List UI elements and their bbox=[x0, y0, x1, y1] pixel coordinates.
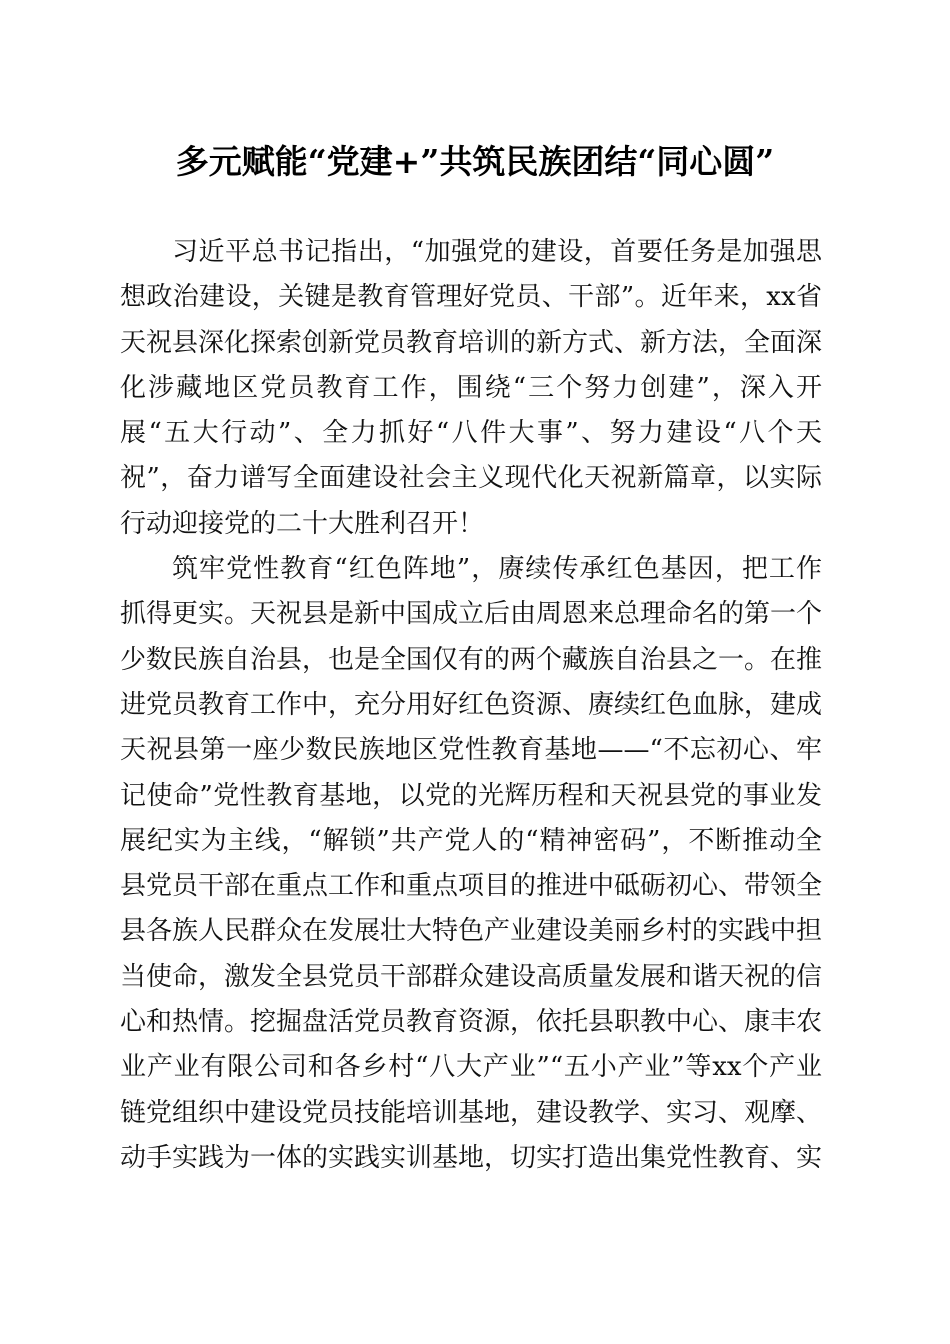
document-body bbox=[120, 230, 822, 1181]
paragraph-intro: 习近平总书记指出，“加强党的建设，首要任务是加强思想政治建设，关键是教育管理好党员、干部”。近年来，xx省天祝县深化探索创新党员教育培训的新方式、新方法，全面深化涉藏地区党员教育工作，围绕“三个努力创建”，深入开展“五大行动”、全力抓好“八件大事”、努力建设“八个天祝”，奋力谱写全面建设社会主义现代化天祝新篇章，以实际行动迎接党的二十大胜利召开！ bbox=[120, 237, 823, 539]
paragraph-red-base: 筑牢党性教育“红色阵地”，赓续传承红色基因，把工作抓得更实。天祝县是新中国成立后由周恩来总理命名的第一个少数民族自治县，也是全国仅有的两个藏族自治县之一。在推进党员教育工作中，充分用好红色资源、赓续红色血脉，建成天祝县第一座少数民族地区党性教育基地——“不忘初心、牢记使命”党性教育基地，以党的光辉历程和天祝县党的事业发展纪实为主线，“解锁”共产党人的“精神密码”，不断推动全县党员干部在重点工作和重点项目的推进中砥砺初心、带领全县各族人民群众在发展壮大特色产业建设美丽乡村的实践中担当使命，激发全县党员干部群众建设高质量发展和谐天祝的信心和热情。挖掘盘活党员教育资源，依托县职教中心、康丰农业产业有限公司和各乡村“八大产业”“五小产业”等xx个产业链党组织中建设党员技能培训基地，建设教学、实习、观摩、动手实践为一体的实践实训基地，切实打造出集党性教育、实 bbox=[120, 554, 823, 1173]
document-title: 多元赋能“党建+”共筑民族团结“同心圆” bbox=[175, 142, 775, 181]
